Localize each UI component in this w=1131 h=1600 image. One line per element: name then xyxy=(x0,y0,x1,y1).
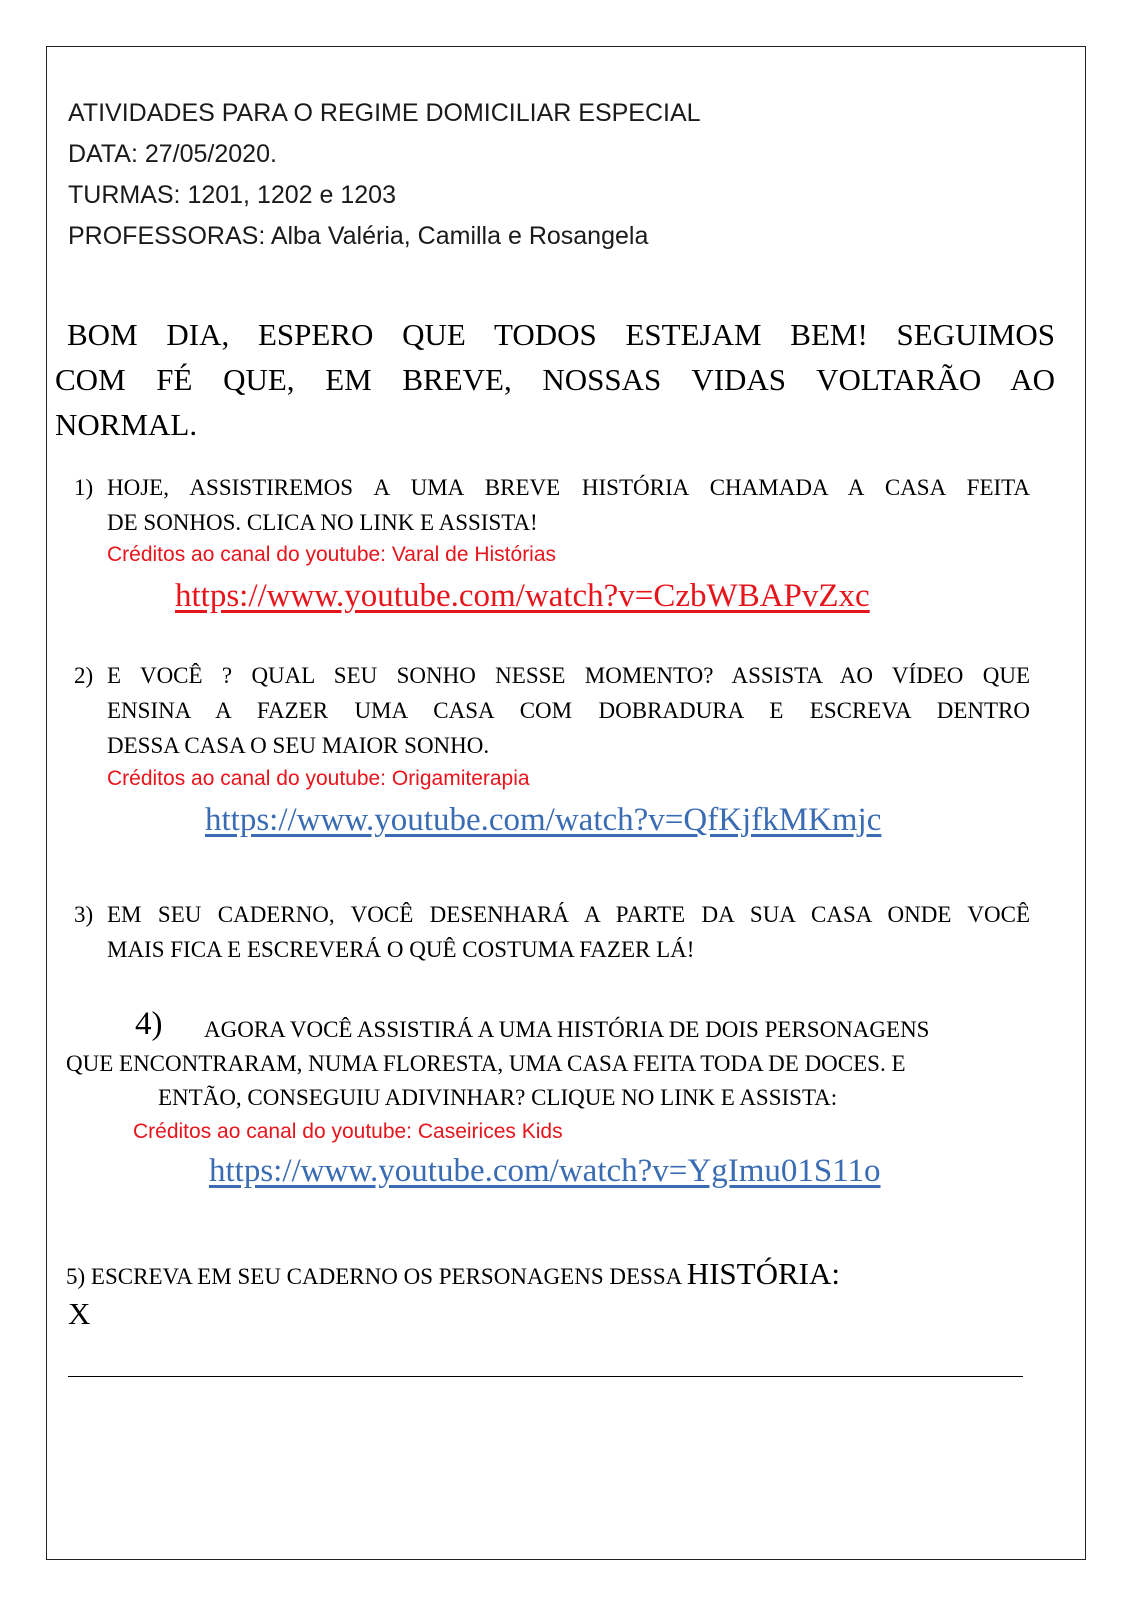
item-number: 2) xyxy=(74,663,94,688)
activity-title: ATIVIDADES PARA O REGIME DOMICILIAR ESPECIAL xyxy=(68,99,701,127)
activity-item-5 xyxy=(66,1256,840,1295)
youtube-link-2[interactable]: https://www.youtube.com/watch?v=QfKjfkMKmjc xyxy=(205,802,882,838)
item-text-emphasis: HISTÓRIA: xyxy=(686,1256,840,1291)
item-text-line: E VOCÊ ? QUAL SEU SONHO NESSE MOMENTO? ASSISTA AO VÍDEO QUE xyxy=(107,663,1030,688)
activity-classes: TURMAS: 1201, 1202 e 1203 xyxy=(68,181,396,209)
activity-item-2 xyxy=(74,658,1030,763)
item-text-line: AGORA VOCÊ ASSISTIRÁ A UMA HISTÓRIA DE DOIS PERSONAGENS xyxy=(204,1017,930,1042)
credit-line-2: Créditos ao canal do youtube: Origamiterapia xyxy=(107,767,530,790)
item-text-line: EM SEU CADERNO, VOCÊ DESENHARÁ A PARTE DA SUA CASA ONDE VOCÊ xyxy=(107,902,1030,927)
item-text-line: HOJE, ASSISTIREMOS A UMA BREVE HISTÓRIA CHAMADA A CASA FEITA xyxy=(107,475,1030,500)
item-text-line: DE SONHOS. CLICA NO LINK E ASSISTA! xyxy=(107,510,538,535)
item-number: 3) xyxy=(74,902,94,927)
activity-item-1 xyxy=(74,470,1030,540)
youtube-link-4[interactable]: https://www.youtube.com/watch?v=YgImu01S11o xyxy=(209,1153,881,1189)
item-number: 5) xyxy=(66,1264,86,1289)
activity-teachers: PROFESSORAS: Alba Valéria, Camilla e Rosangela xyxy=(68,222,649,250)
answer-mark: X xyxy=(68,1296,91,1331)
item-number-4: 4) xyxy=(135,1006,163,1042)
item-text-line: ENTÃO, CONSEGUIU ADIVINHAR? CLIQUE NO LINK E ASSISTA: xyxy=(158,1085,838,1110)
item-text-line: MAIS FICA E ESCREVERÁ O QUÊ COSTUMA FAZER LÁ! xyxy=(107,937,695,962)
credit-line-1: Créditos ao canal do youtube: Varal de Histórias xyxy=(107,543,557,566)
greeting-paragraph xyxy=(55,312,1055,447)
item-text-line: QUE ENCONTRARAM, NUMA FLORESTA, UMA CASA FEITA TODA DE DOCES. E xyxy=(66,1051,906,1076)
activity-item-3 xyxy=(74,897,1030,967)
item-text-line: DESSA CASA O SEU MAIOR SONHO. xyxy=(107,733,490,758)
item-number: 1) xyxy=(74,475,94,500)
item-text-line: ENSINA A FAZER UMA CASA COM DOBRADURA E ESCREVA DENTRO xyxy=(107,698,1030,723)
answer-line xyxy=(68,1376,1023,1377)
greeting-line: NORMAL. xyxy=(55,407,198,442)
greeting-line: COM FÉ QUE, EM BREVE, NOSSAS VIDAS VOLTARÃO AO xyxy=(55,362,1055,397)
greeting-line: BOM DIA, ESPERO QUE TODOS ESTEJAM BEM! SEGUIMOS xyxy=(67,317,1055,352)
item-text: ESCREVA EM SEU CADERNO OS PERSONAGENS DESSA xyxy=(90,1264,681,1289)
youtube-link-1[interactable]: https://www.youtube.com/watch?v=CzbWBAPvZxc xyxy=(175,578,870,614)
credit-line-4: Créditos ao canal do youtube: Caseirices Kids xyxy=(133,1120,563,1143)
activity-date: DATA: 27/05/2020. xyxy=(68,140,277,168)
